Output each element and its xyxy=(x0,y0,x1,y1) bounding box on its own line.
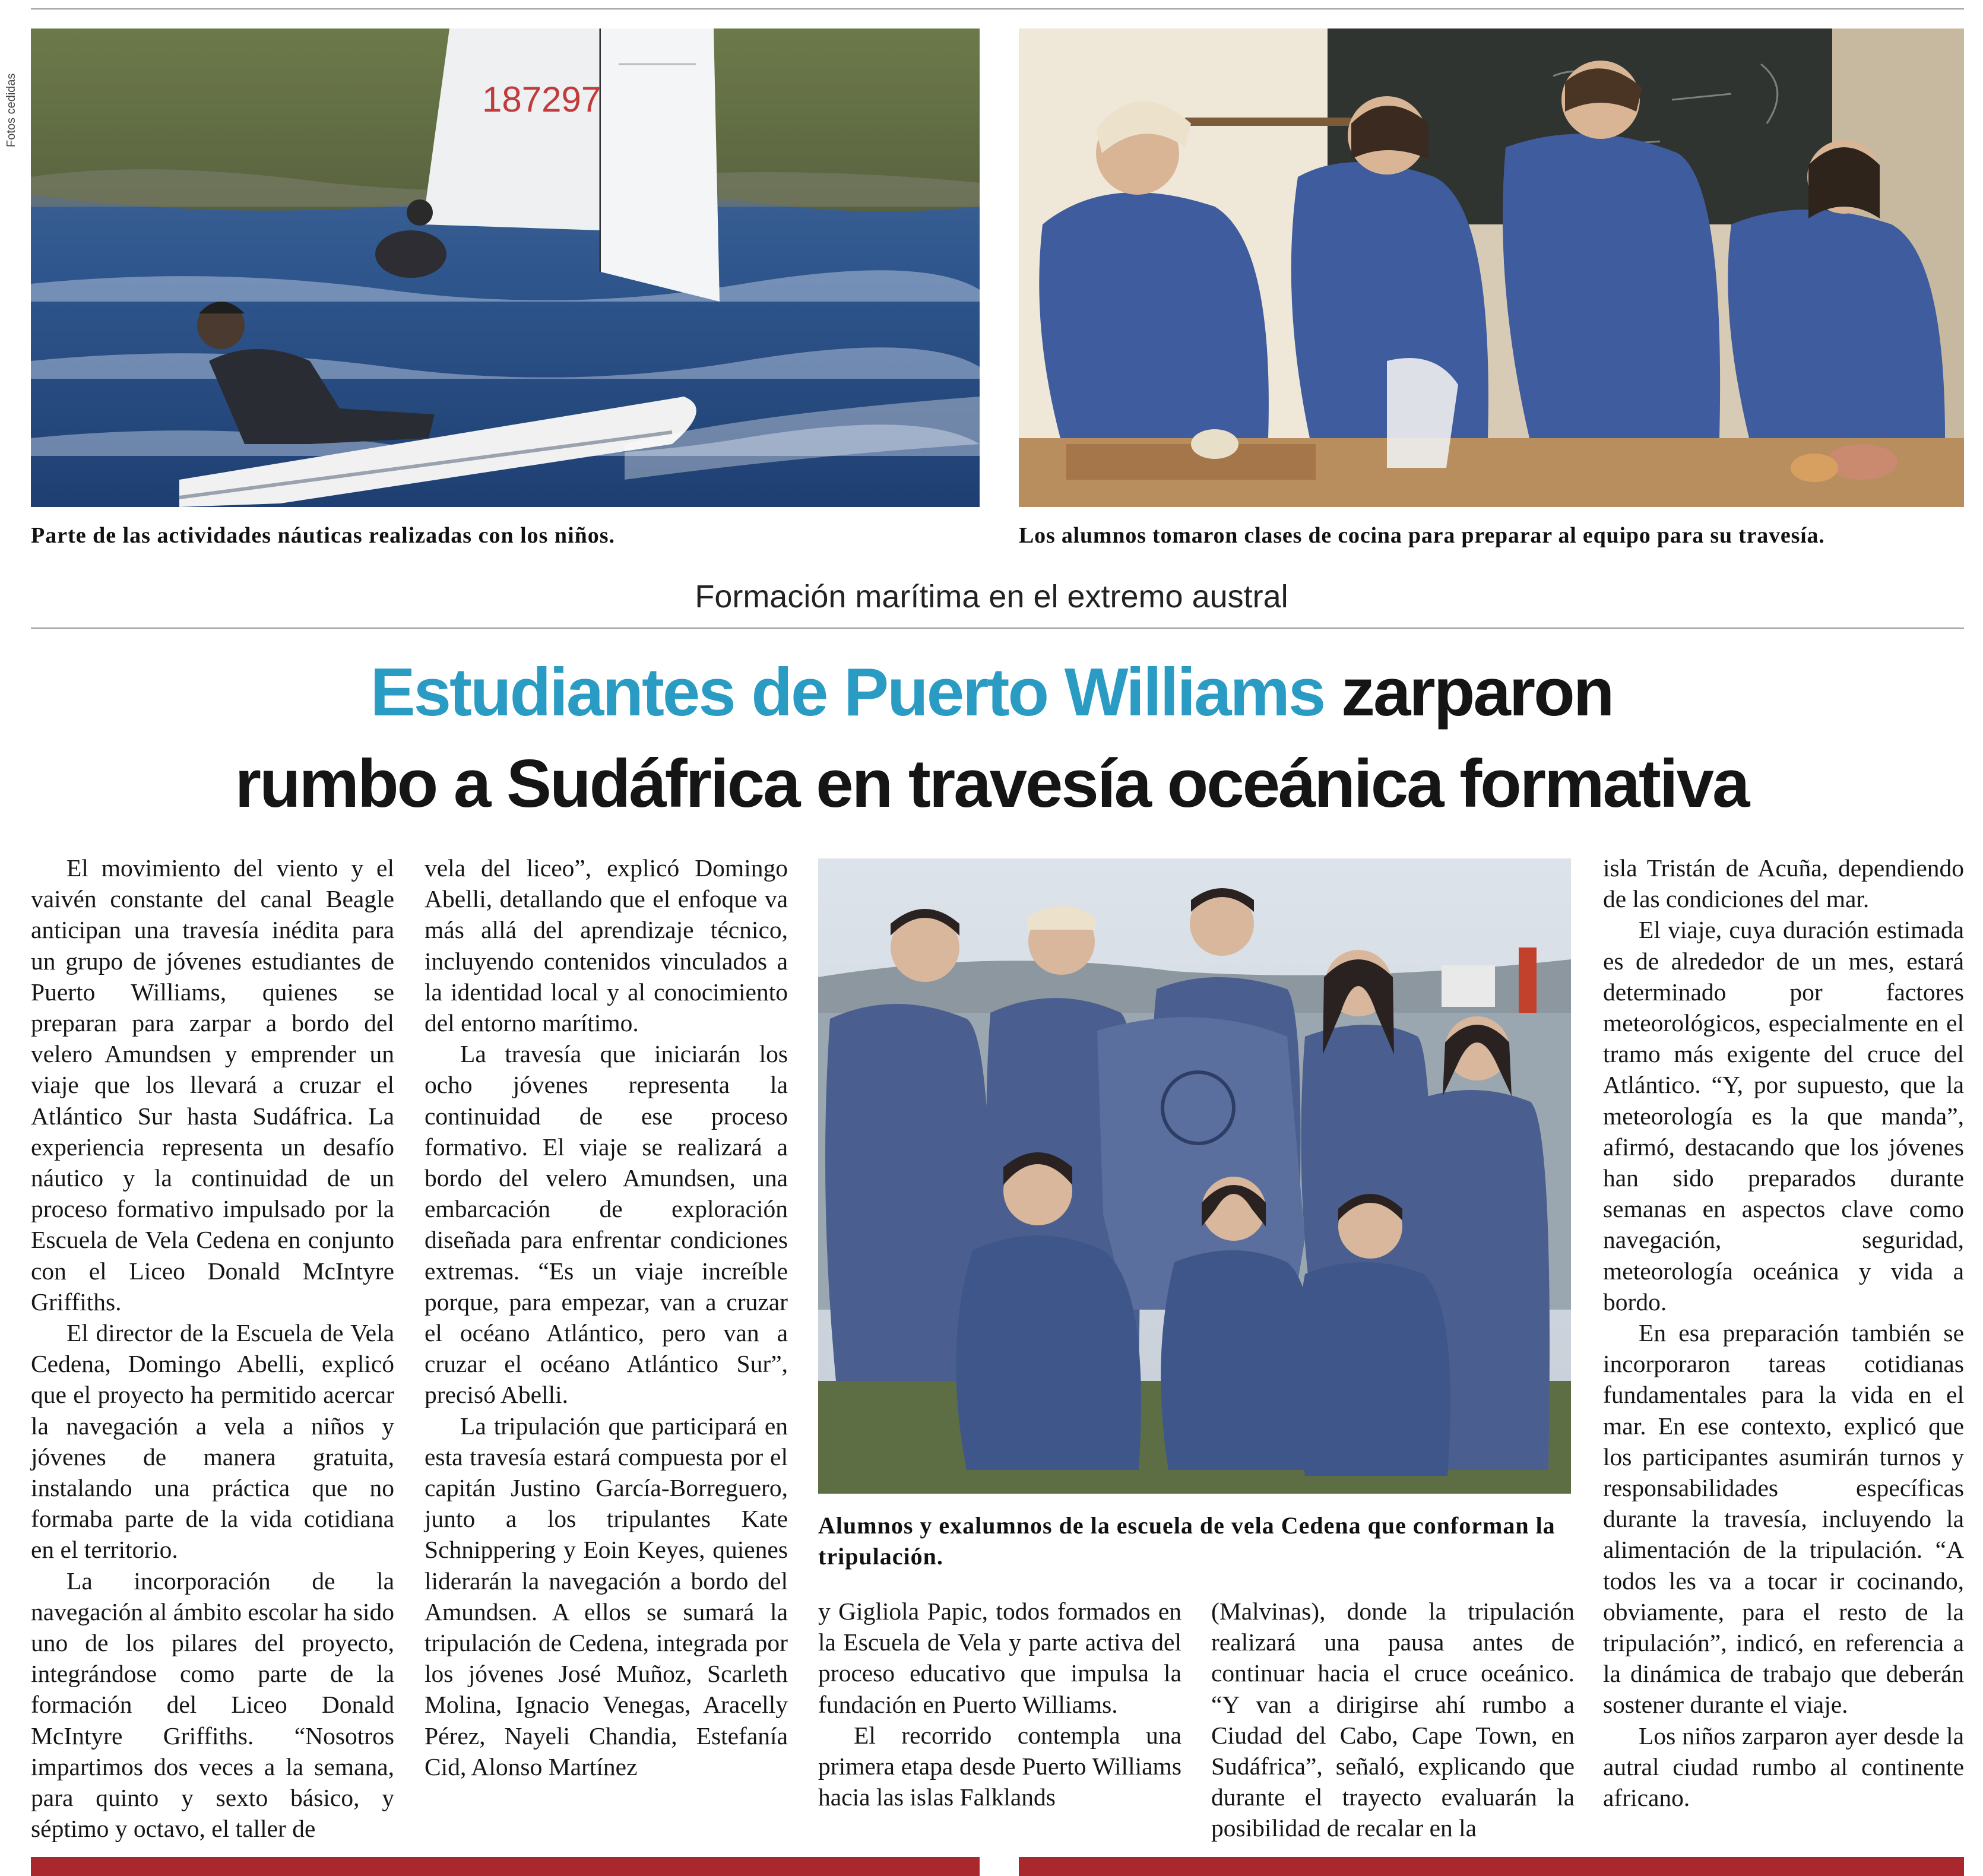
crew-photo-caption: Alumnos y exalumnos de la escuela de vela Cedena que conforman la tripulación. xyxy=(818,1512,1556,1570)
paragraph: y Gigliola Papic, todos formados en la Escuela de Vela y parte activa del proceso educativo que impulsa la fundación en Puerto Williams. xyxy=(818,1598,1181,1718)
article-column-1 xyxy=(31,853,394,1845)
article-column-5 xyxy=(1603,853,1964,1813)
top-rule xyxy=(31,8,1964,9)
paragraph: La tripulación que participará en esta travesía estará compuesta por el capitán Justino García-Borreguero, junto a los tripulantes Kate Schnippering y Eoin Keyes, quienes liderarán la navegación a bordo del Amundsen. A ellos se sumará la tripulación de Cedena, integrada por los jóvenes José Muñoz, Scarleth Molina, Ignacio Venegas, Aracelly Pérez, Nayeli Chandia, Estefanía Cid, Alonso Martínez xyxy=(425,1412,788,1780)
article-column-4 xyxy=(1211,1596,1575,1844)
paragraph: vela del liceo”, explicó Domingo Abelli, detallando que el enfoque va más allá del aprendizaje técnico, incluyendo contenidos vinculados a la identidad local y al conocimiento del entorno marítimo. xyxy=(425,854,788,1037)
paragraph: El director de la Escuela de Vela Cedena, Domingo Abelli, explicó que el proyecto ha permitido acercar la navegación a vela a niños y jóvenes de manera gratuita, instalando una práctica que no formaba parte de la vida cotidiana en el territorio. xyxy=(31,1319,394,1564)
headline-line1-rest: zarparon xyxy=(1324,655,1613,730)
sailing-photo-caption: Parte de las actividades náuticas realizadas con los niños. xyxy=(31,523,616,548)
kicker-rule xyxy=(31,628,1964,629)
headline xyxy=(0,652,1983,734)
article-column-3 xyxy=(818,1596,1181,1812)
headline-line2: rumbo a Sudáfrica en travesía oceánica formativa xyxy=(235,746,1748,822)
paragraph: Los niños zarparon ayer desde la autral ciudad rumbo al continente africano. xyxy=(1603,1722,1964,1812)
paragraph: En esa preparación también se incorporaron tareas cotidianas fundamentales para la vida en el mar. En ese contexto, explicó que los participantes asumirán turnos y responsabilidades específicas durante la travesía, incluyendo la alimentación de la tripulación. “A todos les va a tocar ir cocinando, obviamente, para el resto de la tripulación”, indicó, en referencia a la dinámica de trabajo que deberán sostener durante el viaje. xyxy=(1603,1319,1964,1719)
headline-accent: Estudiantes de Puerto Williams xyxy=(370,655,1325,730)
sail-number: 187297 xyxy=(482,80,601,119)
paragraph: El movimiento del viento y el vaivén constante del canal Beagle anticipan una travesía inédita para un grupo de jóvenes estudiantes de Puerto Williams, quienes se preparan para zarpar a bordo del velero Amundsen y emprender un viaje que los llevará a cruzar el Atlántico Sur hasta Sudáfrica. La experiencia representa un desafío náutico y la continuidad de un proceso formativo impulsado por la Escuela de Vela Cedena en conjunto con el Liceo Donald McIntyre Griffiths. xyxy=(31,854,394,1316)
cooking-photo xyxy=(1019,28,1964,507)
bottom-ad-strip-left xyxy=(31,1857,980,1876)
cooking-photo-caption: Los alumnos tomaron clases de cocina para preparar al equipo para su travesía. xyxy=(1019,523,1825,548)
article-column-2 xyxy=(425,853,788,1782)
sailing-photo xyxy=(31,28,980,507)
paragraph: El recorrido contempla una primera etapa desde Puerto Williams hacia las islas Falklands xyxy=(818,1721,1181,1811)
bottom-ad-strip-right xyxy=(1019,1857,1964,1876)
photo-credit: Fotos cedidas xyxy=(5,73,18,147)
paragraph: La travesía que iniciarán los ocho jóvenes representa la continuidad de ese proceso formativo. El viaje se realizará a bordo del velero Amundsen, una embarcación de exploración diseñada para enfrentar condiciones extremas. “Es un viaje increíble porque, para empezar, van a cruzar el océano Atlántico, pero van a cruzar el océano Atlántico Sur”, precisó Abelli. xyxy=(425,1040,788,1409)
paragraph: (Malvinas), donde la tripulación realizará una pausa antes de continuar hacia el cruce oceánico. “Y van a dirigirse ahí rumbo a Ciudad del Cabo, Cape Town, en Sudáfrica”, señaló, explicando que durante el trayecto evaluarán la posibilidad de recalar en la xyxy=(1211,1598,1575,1842)
paragraph: La incorporación de la navegación al ámbito escolar ha sido uno de los pilares del proyecto, integrándose como parte de la formación del Liceo Donald McIntyre Griffiths. “Nosotros impartimos dos veces a la semana, para quinto y sexto básico, y séptimo y octavo, el taller de xyxy=(31,1567,394,1843)
crew-photo xyxy=(818,858,1571,1494)
paragraph: El viaje, cuya duración estimada es de alrededor de un mes, estará determinado por factores meteorológicos, especialmente en el tramo más exigente del cruce del Atlántico. “Y, por supuesto, que la meteorología es la que manda”, afirmó, destacando que los jóvenes han sido preparados durante semanas en aspectos clave como navegación, seguridad, meteorología oceánica y vida a bordo. xyxy=(1603,916,1964,1316)
kicker: Formación marítima en el extremo austral xyxy=(695,579,1288,614)
paragraph: isla Tristán de Acuña, dependiendo de las condiciones del mar. xyxy=(1603,854,1964,913)
